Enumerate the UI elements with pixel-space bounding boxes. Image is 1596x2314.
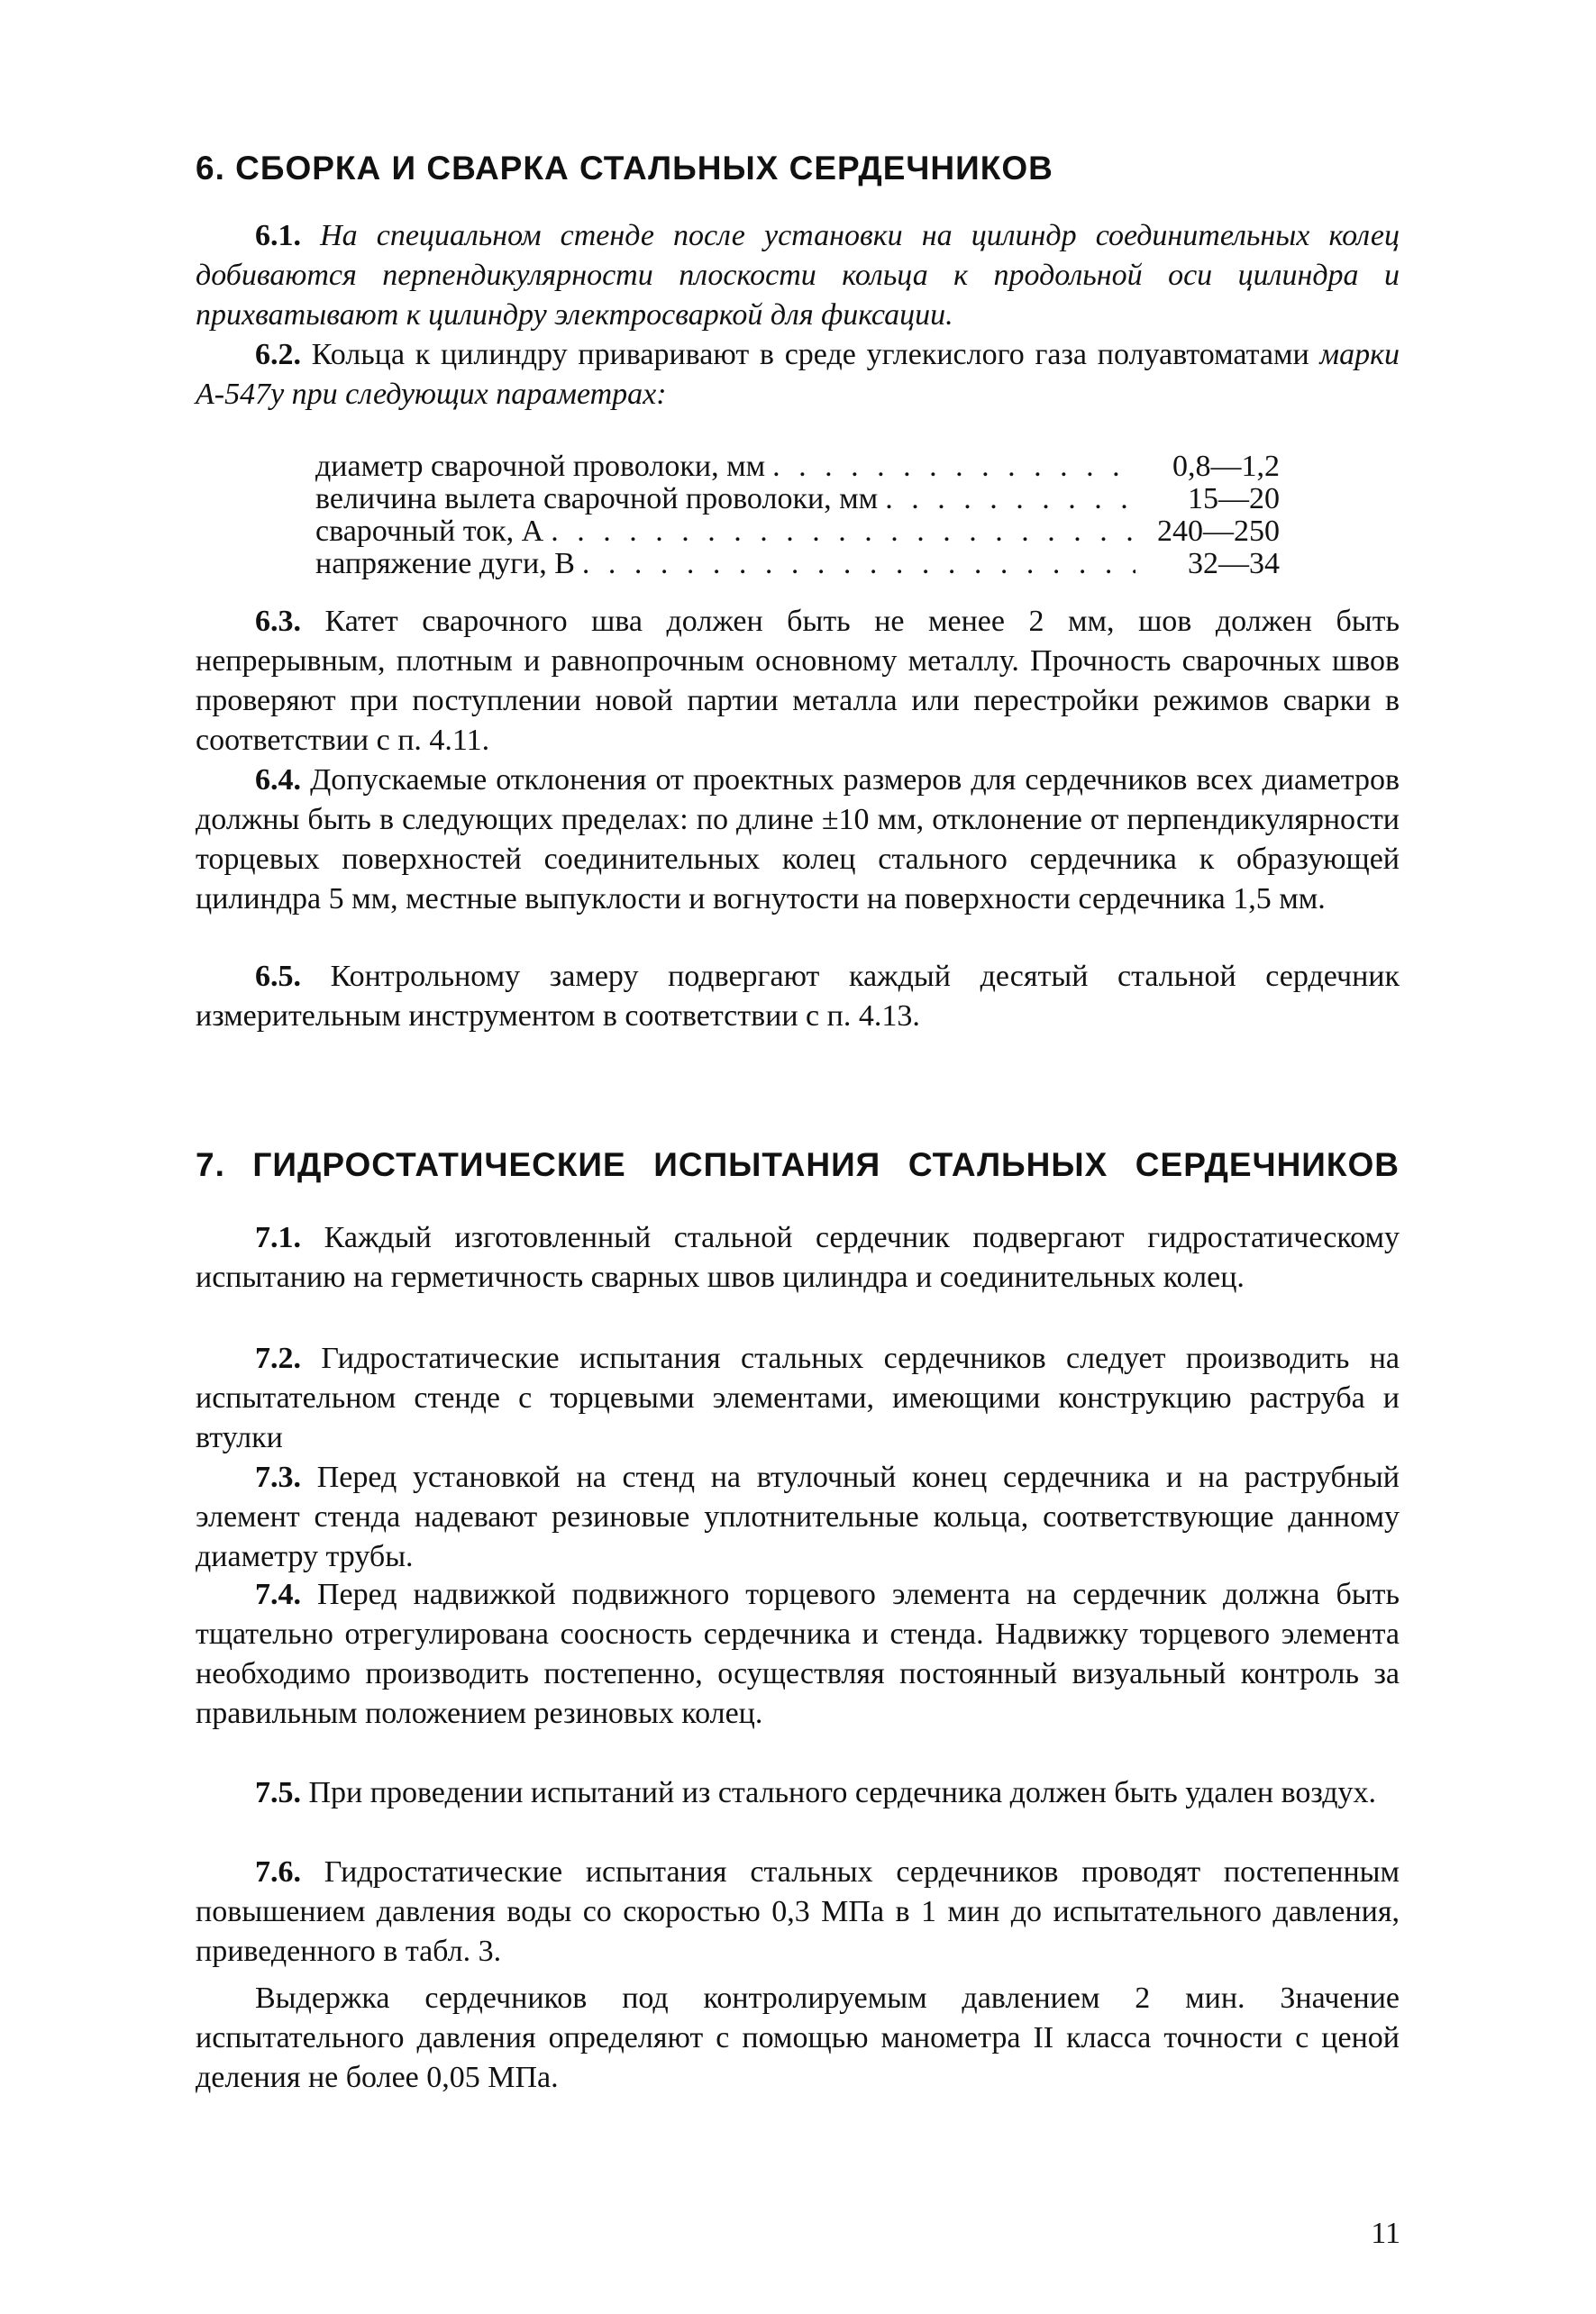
parameter-label: величина вылета сварочной проволоки, мм xyxy=(315,482,879,515)
paragraph-6-5 xyxy=(196,957,1400,1036)
paragraph-number: 7.1. xyxy=(255,1221,301,1254)
section-6-heading: 6. СБОРКА И СВАРКА СТАЛЬНЫХ СЕРДЕЧНИКОВ xyxy=(196,150,1053,187)
paragraph-number: 6.3. xyxy=(255,605,301,638)
parameter-value: 15—20 xyxy=(1188,482,1280,515)
heading-word: СТАЛЬНЫХ xyxy=(907,1146,1108,1183)
section-number: 7. xyxy=(196,1146,225,1183)
parameter-value: 0,8—1,2 xyxy=(1172,450,1280,483)
paragraph-7-5 xyxy=(196,1773,1400,1813)
paragraph-6-2 xyxy=(196,335,1400,415)
paragraph-text: Кольца к цилиндру приваривают в среде углекислого газа полуавтоматами xyxy=(311,338,1309,371)
heading-word: ИСПЫТАНИЯ xyxy=(653,1146,881,1183)
paragraph-text: На специальном стенде после установки на цилиндр соединительных колец добиваются перпендикулярности плоскости кольца к продольной оси цилиндра и прихватывают к цилиндру электросваркой для фиксации. xyxy=(196,219,1400,332)
page-number: 11 xyxy=(1371,2217,1400,2250)
leader-dots xyxy=(543,515,1135,548)
paragraph-7-2 xyxy=(196,1339,1400,1458)
heading-word: СЕРДЕЧНИКОВ xyxy=(1135,1146,1400,1183)
paragraph-text: Катет сварочного шва должен быть не менее 2 мм, шов должен быть непрерывным, плотным и равнопрочным основному металлу. Прочность сварочных швов проверяют при поступлении новой партии металла или перестройки режимов сварки в соответствии с п. 4.11. xyxy=(196,605,1400,757)
paragraph-7-6 xyxy=(196,1853,1400,1972)
paragraph-number: 7.5. xyxy=(255,1776,301,1809)
paragraph-6-1 xyxy=(196,216,1400,335)
paragraph-text: Каждый изготовленный стальной сердечник подвергают гидростатическому испытанию на герметичность сварных швов цилиндра и соединительных колец. xyxy=(196,1221,1400,1294)
leader-dots xyxy=(878,483,1135,515)
paragraph-text: Выдержка сердечников под контролируемым давлением 2 мин. Значение испытательного давления определяют с помощью манометра II класса точности с ценой деления не более 0,05 МПа. xyxy=(196,1981,1400,2094)
paragraph-7-6-continuation xyxy=(196,1979,1400,2098)
paragraph-text-italic: марки А-547у при следующих параметрах: xyxy=(196,338,1400,411)
paragraph-text: Контрольному замеру подвергают каждый десятый стальной сердечник измерительным инструментом в соответствии с п. 4.13. xyxy=(196,960,1400,1033)
heading-word: ГИДРОСТАТИЧЕСКИЕ xyxy=(252,1146,626,1183)
leader-dots xyxy=(575,548,1135,580)
paragraph-6-4 xyxy=(196,761,1400,919)
paragraph-text: Допускаемые отклонения от проектных размеров для сердечников всех диаметров должны быть в следующих пределах: по длине ±10 мм, отклонение от перпендикулярности торцевых поверхностей соединительных колец стального сердечника к образующей цилиндра 5 мм, местные выпуклости и вогнутости на поверхности сердечника 1,5 мм. xyxy=(196,763,1400,916)
paragraph-number: 6.4. xyxy=(255,763,301,797)
paragraph-text: Гидростатические испытания стальных сердечников следует производить на испытательном стенде с торцевыми элементами, имеющими конструкцию раструба и втулки xyxy=(196,1342,1400,1454)
leader-dots xyxy=(765,451,1135,483)
paragraph-number: 7.6. xyxy=(255,1855,301,1889)
paragraph-number: 6.2. xyxy=(255,338,301,371)
welding-parameters-list xyxy=(315,451,1280,580)
paragraph-6-3 xyxy=(196,602,1400,761)
paragraph-number: 7.2. xyxy=(255,1342,301,1375)
paragraph-number: 6.5. xyxy=(255,960,301,993)
parameter-row xyxy=(315,515,1280,548)
parameter-value: 240—250 xyxy=(1157,515,1280,548)
parameter-label: сварочный ток, А xyxy=(315,515,544,548)
parameter-value: 32—34 xyxy=(1188,547,1280,580)
parameter-row xyxy=(315,548,1280,580)
paragraph-7-4 xyxy=(196,1575,1400,1734)
paragraph-7-1 xyxy=(196,1218,1400,1298)
parameter-row xyxy=(315,483,1280,515)
paragraph-number: 7.3. xyxy=(255,1461,301,1494)
paragraph-text: Перед надвижкой подвижного торцевого элемента на сердечник должна быть тщательно отрегулирована соосность сердечника и стенда. Надвижку торцевого элемента необходимо производить постепенно, осуществляя постоянный визуальный контроль за правильным положением резиновых колец. xyxy=(196,1578,1400,1730)
paragraph-text: Перед установкой на стенд на втулочный конец сердечника и на раструбный элемент стенда надевают резиновые уплотнительные кольца, соответствующие данному диаметру трубы. xyxy=(196,1461,1400,1573)
paragraph-number: 6.1. xyxy=(255,219,301,252)
section-7-heading xyxy=(196,1146,1400,1184)
paragraph-text: При проведении испытаний из стального сердечника должен быть удален воздух. xyxy=(308,1776,1377,1809)
paragraph-7-3 xyxy=(196,1458,1400,1577)
parameter-label: напряжение дуги, В xyxy=(315,547,575,580)
paragraph-number: 7.4. xyxy=(255,1578,301,1611)
parameter-row xyxy=(315,451,1280,483)
paragraph-text: Гидростатические испытания стальных сердечников проводят постепенным повышением давления воды со скоростью 0,3 МПа в 1 мин до испытательного давления, приведенного в табл. 3. xyxy=(196,1855,1400,1968)
parameter-label: диаметр сварочной проволоки, мм xyxy=(315,450,766,483)
